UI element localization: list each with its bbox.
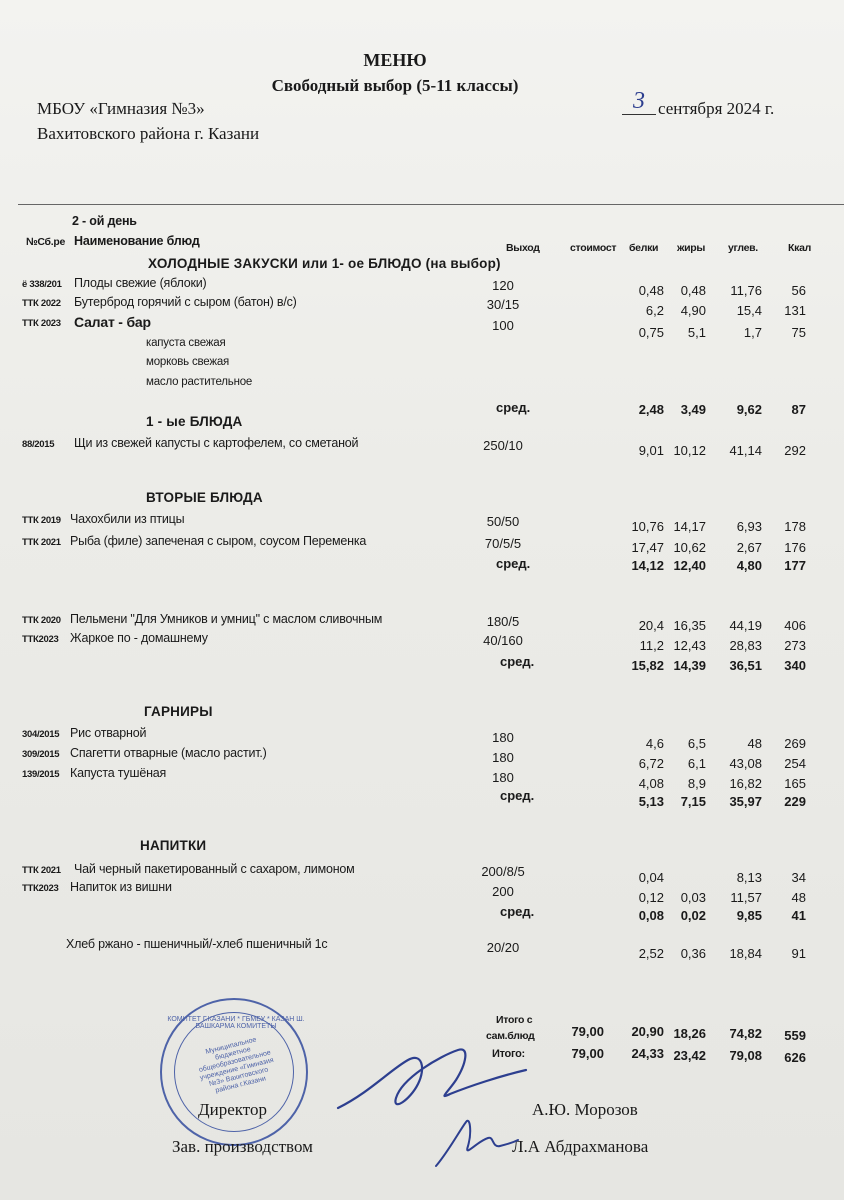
col-carb: углев. — [728, 242, 758, 254]
col-kcal: Ккал — [788, 242, 811, 254]
section-second: ВТОРЫЕ БЛЮДА — [146, 490, 263, 505]
col-out: Выход — [506, 242, 540, 254]
manager-title: Зав. производством — [172, 1137, 313, 1156]
header-divider — [18, 204, 844, 205]
list-item: масло растительное — [146, 376, 253, 388]
col-name: Наименование блюд — [74, 234, 200, 248]
doc-subtitle: Свободный выбор (5-11 классы) — [271, 76, 519, 95]
director-title: Директор — [198, 1100, 267, 1119]
day-label: 2 - ой день — [72, 214, 137, 228]
col-fat: жиры — [677, 242, 706, 254]
manager-name: Л.А Абдрахманова — [512, 1137, 649, 1156]
date-day-handwritten: 3 — [622, 88, 656, 115]
list-item: морковь свежая — [146, 356, 230, 368]
section-cold: ХОЛОДНЫЕ ЗАКУСКИ или 1- ое БЛЮДО (на выбор) — [148, 256, 501, 271]
doc-title: МЕНЮ — [363, 50, 427, 70]
col-num: №Сб.ре — [26, 236, 66, 248]
official-stamp: КОМИТЕТ Г.КАЗАНИ * ГБМБУ * КАЗАН Ш. БАШКАРМА КОМИТЕТЫ Муниципальное бюджетное общеобразовательное учреждение «Гимназия №3» Вахитовского района г.Казани — [160, 998, 308, 1146]
col-cost: стоимост — [570, 242, 617, 254]
section-garnish: ГАРНИРЫ — [144, 704, 213, 719]
manager-signature-icon — [430, 1112, 520, 1172]
col-protein: белки — [629, 242, 659, 254]
director-name: А.Ю. Морозов — [532, 1100, 638, 1119]
list-item: капуста свежая — [146, 337, 226, 349]
section-drinks: НАПИТКИ — [140, 838, 207, 853]
school-district: Вахитовского района г. Казани — [37, 124, 260, 143]
date-text: сентября 2024 г. — [658, 99, 775, 118]
menu-document: МЕНЮ Свободный выбор (5-11 классы) МБОУ «Гимназия №3» Вахитовского района г. Казани 3 сентября 2024 г. 2 - ой день №Сб.ре Наименование блюд Выход стоимост белки жиры углев. Ккал ХОЛОДНЫЕ ЗАКУСКИ или 1- ое БЛЮДО (на выбор) ё 338/201 Плоды свежие (яблоки) 120 0,48 0,48 11,76 56 ТТК 2022 Бутерброд горячий с сыром (батон) в/с) 30/15 6,2 4,90 15,4 131 ТТК 2023 Салат - бар 100 0,75 5,1 1,7 75 капуста свежая морковь свежая масло растительное сред. 2,48 3,49 9,62 87 1 - ые БЛЮДА 88/2015 Щи из свежей капусты с картофелем, со сметаной 250/10 9,01 10,12 41,14 292 ВТОРЫЕ БЛЮДА ТТК 2019 Чахохбили из птицы 50/50 10,76 14,17 6,93 178 ТТК 2021 Рыба (филе) запеченая с сыром, соусом Переменка 70/5/5 17,47 10,62 2,67 176 сред. 14,12 12,40 4,80 177 ТТК 2020 Пельмени "Для Умников и умниц" с маслом сливочным 180/5 20,4 16,35 44,19 406 ТТК2023 Жаркое по - домашнему 40/160 11,2 12,43 28,83 273 сред. 15,82 14,39 36,51 340 ГАРНИРЫ 304/2015 Рис отварной 180 4,6 6,5 48 269 309/2015 Спагетти отварные (масло растит.) 180 6,72 6,1 43,08 254 139/2015 Капуста тушёная 180 4,08 8,9 16,82 165 сред. 5,13 7,15 35,97 229 НАПИТКИ ТТК 2021 Чай черный пакетированный с сахаром, лимоном 200/8/5 0,04 8,13 34 ТТК2023 Напиток из вишни 200 0,12 0,03 11,57 48 сред. 0,08 0,02 9,85 41 Хлеб ржано - пшеничный/-хлеб пшеничный 1с 20/20 2,52 0,36 18,84 91 Итого с сам.блюд 79,00 20,90 18,26 74,82 559 Итого: 79,00 24,33 23,42 79,08 626 КОМИТЕТ Г.КАЗАНИ * ГБМБУ * КАЗАН Ш. БАШКАРМА КОМИТЕТЫ Муниципальное бюджетное общеобразовательное учреждение «Гимназия №3» Вахитовского района г.Казани Директор А.Ю. Морозов Зав. производством Л.А Абдрахманова — [0, 0, 844, 1200]
section-first: 1 - ые БЛЮДА — [146, 414, 243, 429]
school-name: МБОУ «Гимназия №3» — [37, 99, 205, 118]
